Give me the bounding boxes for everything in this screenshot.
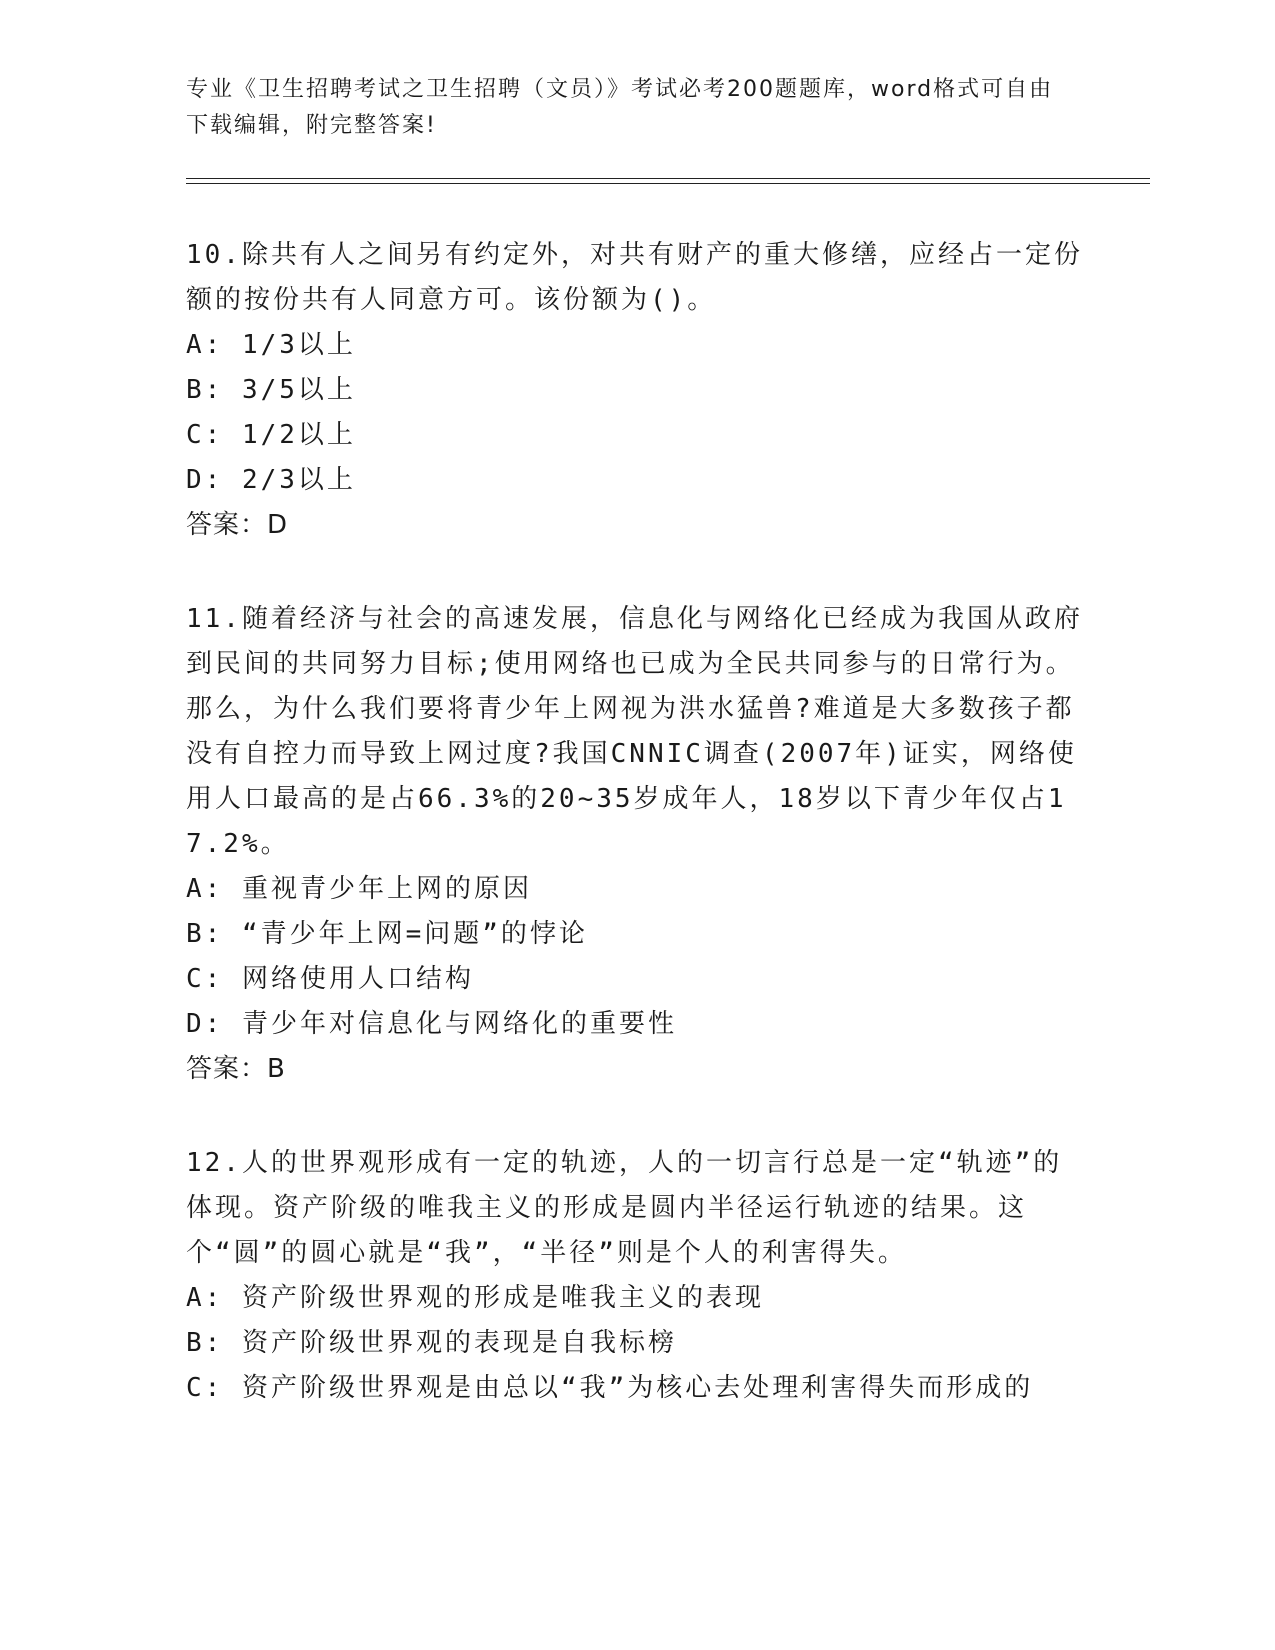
option-a: A: 重视青少年上网的原因 [186,874,532,904]
question-11 [186,597,1086,1092]
option-a: A: 资产阶级世界观的形成是唯我主义的表现 [186,1283,764,1313]
option-c: C: 网络使用人口结构 [186,964,474,994]
question-12 [186,1141,1086,1411]
question-10 [186,233,1086,548]
option-b: B: “青少年上网=问题”的悖论 [186,919,588,949]
option-a: A: 1/3以上 [186,330,356,360]
header-divider-line [186,178,1150,179]
option-b: B: 资产阶级世界观的表现是自我标榜 [186,1328,677,1358]
option-list [186,867,1086,1047]
document-header: 专业《卫生招聘考试之卫生招聘（文员）》考试必考200题题库，word格式可自由下载编辑，附完整答案! [186,77,1054,138]
question-stem: 12.人的世界观形成有一定的轨迹，人的一切言行总是一定“轨迹”的体现。资产阶级的唯我主义的形成是圆内半径运行轨迹的结果。这个“圆”的圆心就是“我”，“半径”则是个人的利害得失。 [186,1148,1063,1268]
answer: 答案：D [186,510,289,540]
option-b: B: 3/5以上 [186,375,356,405]
question-stem: 10.除共有人之间另有约定外，对共有财产的重大修缮，应经占一定份额的按份共有人同意方可。该份额为()。 [186,240,1083,315]
option-d: D: 青少年对信息化与网络化的重要性 [186,1009,677,1039]
option-c: C: 1/2以上 [186,420,356,450]
option-c: C: 资产阶级世界观是由总以“我”为核心去处理利害得失而形成的 [186,1373,1034,1403]
option-list [186,1276,1086,1411]
option-d: D: 2/3以上 [186,465,356,495]
header-divider-line-secondary [186,183,1150,184]
option-list [186,323,1086,503]
answer: 答案：B [186,1054,286,1084]
question-stem: 11.随着经济与社会的高速发展，信息化与网络化已经成为我国从政府到民间的共同努力目标;使用网络也已成为全民共同参与的日常行为。那么，为什么我们要将青少年上网视为洪水猛兽?难道是大多数孩子都没有自控力而导致上网过度?我国CNNIC调查(2007年)证实，网络使用人口最高的是占66.3%的20~35岁成年人，18岁以下青少年仅占17.2%。 [186,604,1083,859]
